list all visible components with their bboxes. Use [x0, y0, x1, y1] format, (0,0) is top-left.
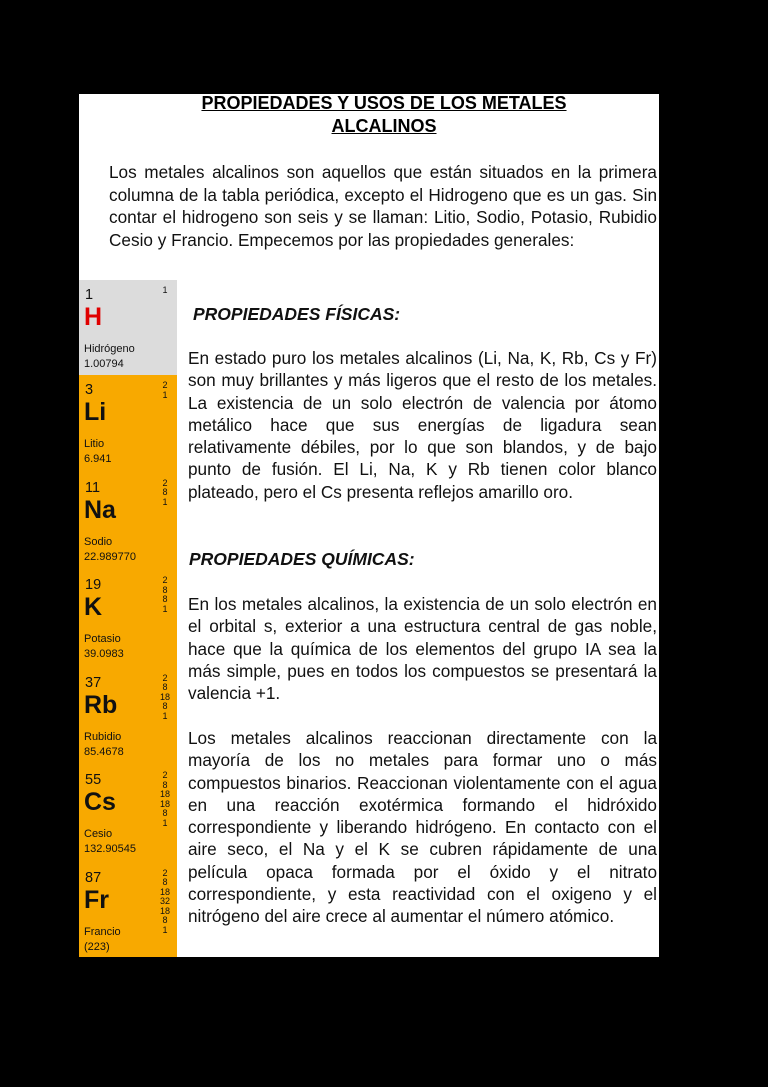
periodic-group-1-column	[79, 280, 177, 957]
element-symbol: K	[84, 593, 103, 621]
element-name: Potasio	[84, 633, 121, 645]
element-card-lithium	[79, 375, 177, 473]
shell: 8	[162, 594, 168, 605]
element-card-hydrogen	[79, 280, 177, 375]
element-symbol: Cs	[84, 788, 116, 816]
physical-properties-text: En estado puro los metales alcalinos (Li, Na, K, Rb, Cs y Fr) son muy brillantes y más ligeros que el resto de los metales. La existencia de un solo electrón de valencia por átomo metálico hace que sus energías de ligadura sean relativamente débiles, por lo que son blandos, y de bajo punto de fusión. El Li, Na, K y Rb tienen color blanco plateado, pero el Cs presenta reflejos amarillo oro.	[188, 348, 657, 502]
chemical-properties-text-1: En los metales alcalinos, la existencia de un solo electrón en el orbital s, exterior a una estructura central de gas noble, hace que la química de los elementos del grupo IA sea la más simple, pues en todos los compuestos se presentará la valencia +1.	[188, 594, 657, 704]
shell: 8	[162, 682, 168, 693]
chemical-properties-text-2: Los metales alcalinos reaccionan directamente con la mayoría de los no metales para formar uno o más compuestos binarios. Reaccionan violentamente con el agua en una reacción exotérmica formando el hidróxido correspondiente y liberando hidrógeno. En contacto con el aire seco, el Na y el K se cubren rápidamente de una película opaca formada por el óxido y el nitrato correspondiente, y esta reactividad con el oxigeno y el nitrógeno del aire crece al aumentar el número atómico.	[188, 728, 657, 927]
intro-paragraph: Los metales alcalinos son aquellos que están situados en la primera columna de la tabla periódica, excepto el Hidrogeno que es un gas. Sin contar el hidrogeno son seis y se llaman: Litio, Sodio, Potasio, Rubidio Cesio y Francio. Empecemos por las propiedades generales:	[109, 162, 657, 250]
shell: 2	[162, 867, 168, 878]
shell: 2	[162, 477, 168, 488]
element-name: Cesio	[84, 828, 113, 840]
element-name: Hidrógeno	[84, 343, 135, 355]
atomic-number: 3	[85, 382, 94, 398]
shell: 18	[159, 789, 170, 800]
element-symbol: H	[84, 303, 103, 331]
element-name: Sodio	[84, 535, 113, 548]
shell: 2	[162, 770, 168, 780]
atomic-mass: 22.989770	[84, 550, 136, 563]
element-name: Litio	[84, 438, 105, 450]
atomic-mass: (223)	[84, 940, 110, 953]
element-card-francium	[79, 863, 177, 958]
shell: 8	[162, 701, 168, 712]
electron-shells	[159, 286, 171, 296]
atomic-number: 55	[85, 772, 102, 788]
atomic-mass: 1.00794	[84, 358, 124, 370]
chemical-properties-heading: PROPIEDADES QUÍMICAS:	[189, 549, 415, 569]
document-title	[79, 94, 659, 138]
title-line-2: ALCALINOS	[331, 116, 437, 136]
element-symbol: Li	[84, 398, 107, 426]
shell: 1	[162, 817, 168, 828]
electron-shells	[159, 771, 171, 829]
atomic-number: 1	[85, 287, 94, 303]
shell: 8	[162, 877, 168, 888]
element-symbol: Rb	[84, 690, 118, 719]
shell: 18	[159, 798, 170, 809]
element-name: Rubidio	[84, 730, 122, 743]
shell: 1	[162, 285, 168, 295]
element-card-sodium	[79, 473, 177, 571]
element-card-potassium	[79, 570, 177, 668]
shell: 1	[162, 925, 168, 936]
shell: 1	[162, 603, 168, 614]
element-name: Francio	[84, 925, 121, 938]
shell: 1	[162, 496, 168, 507]
physical-properties-heading: PROPIEDADES FÍSICAS:	[193, 304, 401, 324]
title-line-1: PROPIEDADES Y USOS DE LOS METALES	[201, 94, 567, 113]
shell: 18	[159, 905, 170, 916]
electron-shells	[159, 674, 171, 722]
shell: 2	[162, 672, 168, 683]
atomic-number: 11	[85, 479, 101, 496]
shell: 18	[159, 886, 170, 897]
shell: 1	[162, 710, 168, 721]
atomic-mass: 85.4678	[84, 745, 124, 758]
electron-shells	[159, 576, 171, 614]
element-symbol: Na	[84, 495, 116, 524]
shell: 1	[162, 389, 168, 400]
atomic-number: 37	[85, 674, 102, 691]
element-card-rubidium	[79, 668, 177, 766]
shell: 18	[159, 691, 170, 702]
document-page	[79, 94, 659, 957]
atomic-number: 19	[85, 577, 102, 593]
atomic-mass: 39.0983	[84, 648, 124, 660]
electron-shells	[159, 381, 171, 400]
electron-shells	[159, 869, 171, 936]
shell: 32	[159, 896, 170, 907]
shell: 8	[162, 487, 168, 498]
atomic-mass: 132.90545	[84, 843, 136, 855]
atomic-mass: 6.941	[84, 453, 112, 465]
shell: 8	[162, 584, 168, 595]
shell: 8	[162, 915, 168, 926]
electron-shells	[159, 479, 171, 508]
shell: 8	[162, 808, 168, 819]
atomic-number: 87	[85, 869, 102, 886]
shell: 2	[162, 380, 168, 390]
element-card-cesium	[79, 765, 177, 863]
shell: 8	[162, 779, 168, 790]
element-symbol: Fr	[84, 885, 109, 914]
shell: 2	[162, 575, 168, 585]
